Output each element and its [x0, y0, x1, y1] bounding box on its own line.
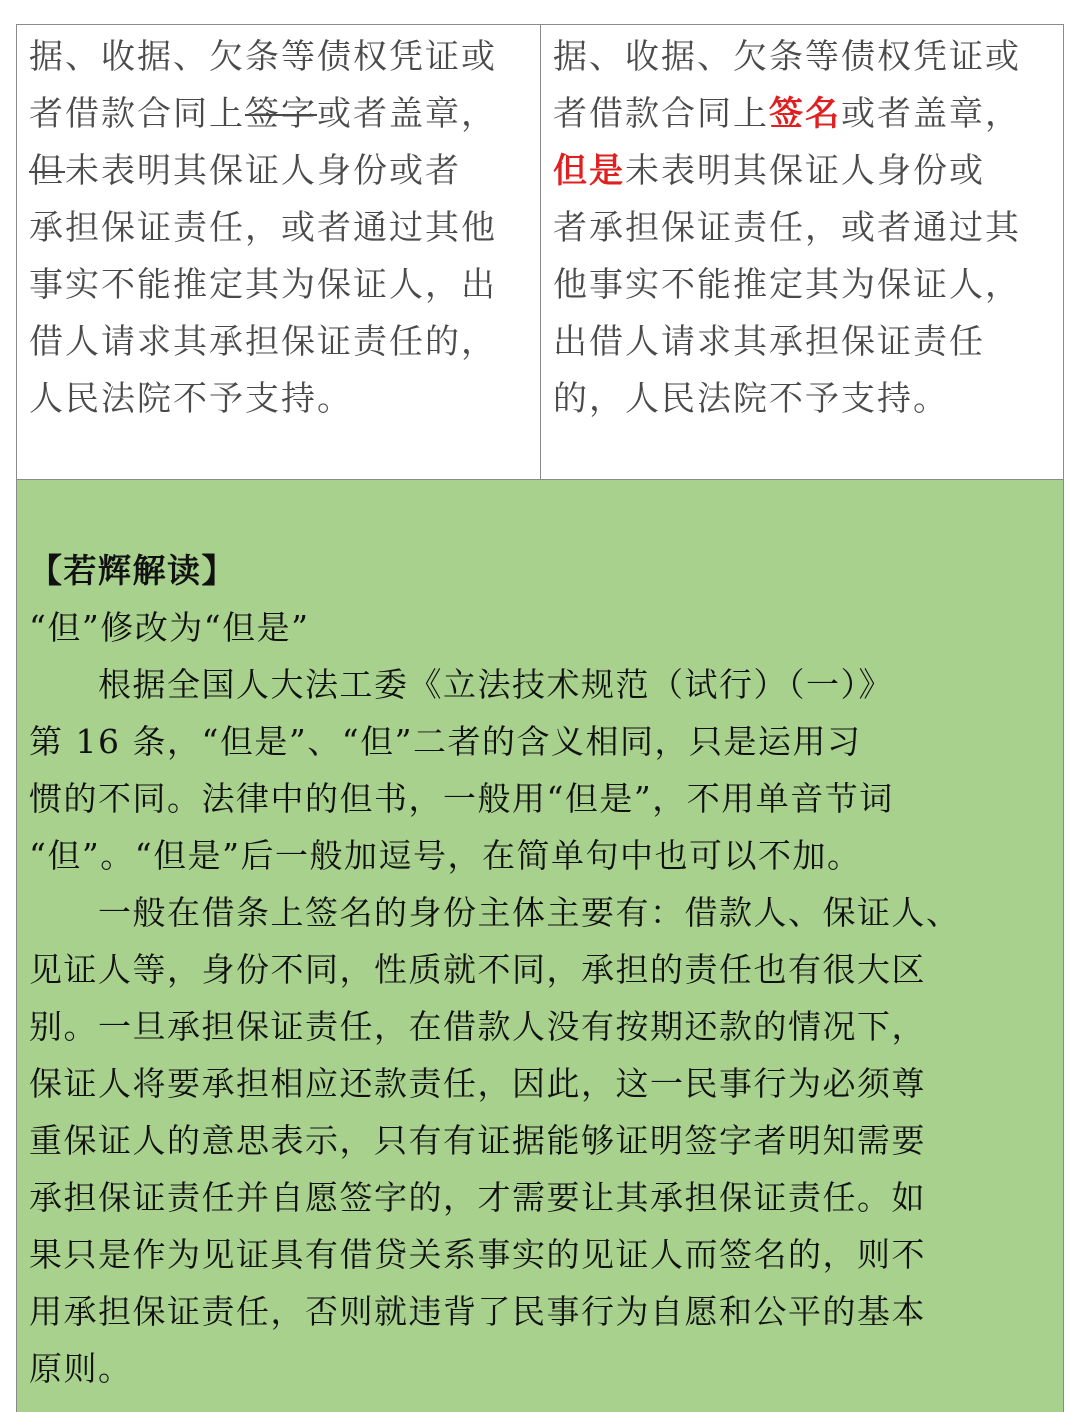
old-line-7: 人民法院不予支持。 [29, 379, 353, 419]
new-line-2-text: 者借款合同上 [553, 94, 769, 134]
inserted-word-danshi: 但是 [553, 151, 625, 191]
interpretation-line-10: 重保证人的意思表示，只有有证据能够证明签字者明知需要 [29, 1121, 926, 1160]
new-line-2 [553, 86, 1055, 143]
interpretation-line-13: 用承担保证责任，否则就违背了民事行为自愿和公平的基本 [29, 1292, 926, 1331]
interpretation-line-5: “但”。“但是”后一般加逗号，在简单句中也可以不加。 [29, 836, 862, 875]
new-text-cell [541, 25, 1063, 479]
interpretation-line-9: 保证人将要承担相应还款责任，因此，这一民事行为必须尊 [29, 1064, 926, 1103]
old-text-cell [17, 25, 541, 479]
interpretation-line-12: 果只是作为见证具有借贷关系事实的见证人而签名的，则不 [29, 1235, 926, 1274]
new-line-2-tail: 或者盖章， [841, 94, 1021, 134]
deleted-word-qianzi: 签字 [245, 94, 317, 134]
old-line-3-tail: 未表明其保证人身份或者 [65, 151, 461, 191]
interpretation-line-6: 一般在借条上签名的身份主体主要有：借款人、保证人、 [29, 893, 961, 932]
inserted-word-qianming: 签名 [769, 94, 841, 134]
interpretation-line-2: 根据全国人大法工委《立法技术规范（试行）（一）》 [29, 665, 893, 704]
old-line-1: 据、收据、欠条等债权凭证或 [29, 37, 497, 77]
new-line-1: 据、收据、欠条等债权凭证或 [553, 37, 1021, 77]
interpretation-line-14: 原则。 [29, 1349, 133, 1388]
new-line-7: 的，人民法院不予支持。 [553, 379, 949, 419]
old-line-2-text: 者借款合同上 [29, 94, 245, 134]
interpretation-line-3: 第 16 条，“但是”、“但”二者的含义相同，只是运用习 [29, 722, 862, 761]
new-line-4: 者承担保证责任，或者通过其 [553, 208, 1021, 248]
interpretation-line-11: 承担保证责任并自愿签字的，才需要让其承担保证责任。如 [29, 1178, 926, 1217]
new-line-3-tail: 未表明其保证人身份或 [625, 151, 985, 191]
interpretation-line-7: 见证人等，身份不同，性质就不同，承担的责任也有很大区 [29, 950, 926, 989]
old-line-5: 事实不能推定其为保证人，出 [29, 265, 497, 305]
old-line-2-tail: 或者盖章， [317, 94, 497, 134]
new-line-5: 他事实不能推定其为保证人， [553, 265, 1021, 305]
interpretation-line-4: 惯的不同。法律中的但书，一般用“但是”，不用单音节词 [29, 779, 894, 818]
interpretation-box [16, 480, 1064, 1412]
old-line-3 [29, 143, 532, 200]
interpretation-title: 【若辉解读】 [29, 551, 236, 590]
new-line-6: 出借人请求其承担保证责任 [553, 322, 985, 362]
old-line-2 [29, 86, 532, 143]
interpretation-line-8: 别。一旦承担保证责任，在借款人没有按期还款的情况下， [29, 1007, 926, 1046]
comparison-table [16, 24, 1064, 480]
old-line-4: 承担保证责任，或者通过其他 [29, 208, 497, 248]
interpretation-line-1: “但”修改为“但是” [29, 608, 310, 647]
new-line-3 [553, 143, 1055, 200]
old-line-6: 借人请求其承担保证责任的， [29, 322, 497, 362]
deleted-word-dan: 但 [29, 151, 65, 191]
